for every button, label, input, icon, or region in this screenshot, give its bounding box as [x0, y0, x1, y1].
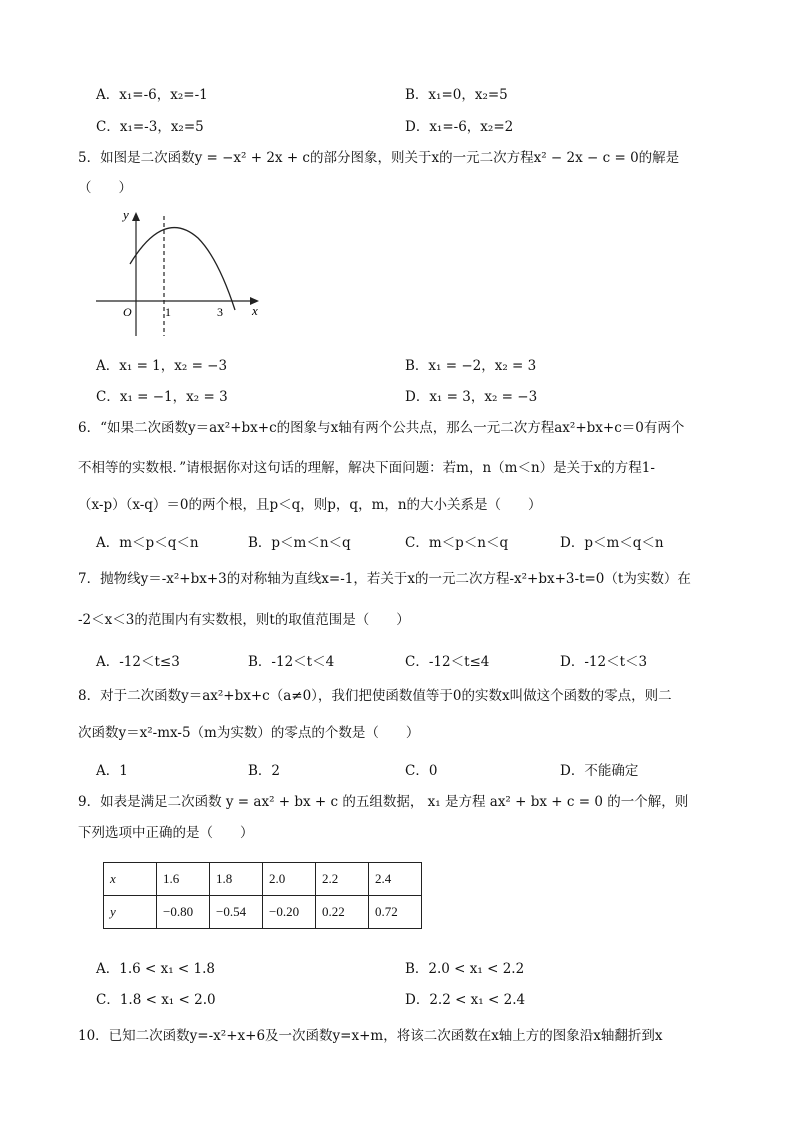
table-cell: −0.20 — [263, 896, 316, 929]
table-cell: 1.6 — [157, 863, 210, 896]
q6-option-a: A．m＜p＜q＜n — [96, 535, 199, 551]
q9-option-b: B．2.0 < x₁ < 2.2 — [405, 961, 525, 977]
q7-option-b: B．-12＜t＜4 — [248, 654, 335, 670]
q8-option-d: D．不能确定 — [560, 763, 639, 779]
tick-3-label: 3 — [217, 305, 223, 319]
q4-option-c: C．x₁=-3，x₂=5 — [96, 119, 204, 135]
table-row-y — [104, 896, 422, 929]
q9-option-d: D．2.2 < x₁ < 2.4 — [405, 992, 526, 1008]
table-x-label: x — [104, 863, 157, 896]
q5-stem: 5．如图是二次函数y = −x² + 2x + c的部分图象，则关于x的一元二次方程x² − 2x − c = 0的解是 — [78, 150, 680, 166]
q5-paren: （ ） — [78, 180, 132, 196]
q8-option-c: C．0 — [405, 763, 438, 779]
table-cell: 1.8 — [210, 863, 263, 896]
q6-line-3: （x-p）（x-q）＝0的两个根，且p＜q，则p，q，m，n的大小关系是（ ） — [78, 497, 542, 513]
q5-option-c: C．x₁ = −1，x₂ = 3 — [96, 389, 228, 405]
table-y-label: y — [104, 896, 157, 929]
y-label: y — [123, 207, 129, 222]
q6-option-b: B．p＜m＜n＜q — [248, 535, 351, 551]
origin-label: O — [123, 305, 132, 319]
q7-line-2: -2＜x＜3的范围内有实数根，则t的取值范围是（ ） — [78, 612, 410, 628]
table-cell: 2.4 — [369, 863, 422, 896]
table-cell: 0.22 — [316, 896, 369, 929]
q8-line-2: 次函数y＝x²-mx-5（m为实数）的零点的个数是（ ） — [78, 725, 420, 741]
q4-option-a: A．x₁=-6，x₂=-1 — [96, 87, 208, 103]
q8-option-a: A．1 — [96, 763, 128, 779]
parabola-curve — [130, 228, 235, 310]
q10-line-1: 10．已知二次函数y=-x²+x+6及一次函数y=x+m，将该二次函数在x轴上方的图象沿x轴翻折到x — [78, 1028, 663, 1044]
q9-line-2: 下列选项中正确的是（ ） — [78, 825, 254, 841]
y-axis-arrow — [132, 212, 140, 221]
q9-option-a: A．1.6 < x₁ < 1.8 — [96, 961, 216, 977]
q5-option-b: B．x₁ = −2，x₂ = 3 — [405, 358, 537, 374]
q7-option-a: A．-12＜t≤3 — [96, 654, 180, 670]
x-label: x — [252, 303, 258, 318]
q4-option-b: B．x₁=0，x₂=5 — [405, 87, 508, 103]
q9-option-c: C．1.8 < x₁ < 2.0 — [96, 992, 216, 1008]
table-cell: 0.72 — [369, 896, 422, 929]
table-cell: 2.2 — [316, 863, 369, 896]
q6-option-d: D．p＜m＜q＜n — [560, 535, 664, 551]
table-cell: −0.80 — [157, 896, 210, 929]
q5-parabola-graph — [92, 206, 267, 341]
q6-line-2: 不相等的实数根．”请根据你对这句话的理解，解决下面问题：若m，n（m＜n）是关于x的方程1- — [78, 460, 655, 476]
q6-line-1: 6．“如果二次函数y＝ax²+bx+c的图象与x轴有两个公共点，那么一元二次方程ax²+bx+c＝0有两个 — [78, 420, 685, 436]
q7-option-d: D．-12＜t＜3 — [560, 654, 648, 670]
table-cell: 2.0 — [263, 863, 316, 896]
q5-option-a: A．x₁ = 1，x₂ = −3 — [96, 358, 228, 374]
tick-1-label: 1 — [165, 305, 171, 319]
q6-option-c: C．m＜p＜n＜q — [405, 535, 509, 551]
q8-line-1: 8．对于二次函数y＝ax²+bx+c（a≠0），我们把使函数值等于0的实数x叫做这个函数的零点，则二 — [78, 688, 672, 704]
q7-option-c: C．-12＜t≤4 — [405, 654, 490, 670]
table-row-x — [104, 863, 422, 896]
q4-option-d: D．x₁=-6，x₂=2 — [405, 119, 514, 135]
q7-line-1: 7．抛物线y＝-x²+bx+3的对称轴为直线x=-1，若关于x的一元二次方程-x²+bx+3-t=0（t为实数）在 — [78, 571, 691, 587]
q9-data-table — [103, 862, 422, 929]
q5-option-d: D．x₁ = 3，x₂ = −3 — [405, 389, 538, 405]
q8-option-b: B．2 — [248, 763, 281, 779]
table-cell: −0.54 — [210, 896, 263, 929]
q9-line-1: 9．如表是满足二次函数 y = ax² + bx + c 的五组数据， x₁ 是方程 ax² + bx + c = 0 的一个解，则 — [78, 794, 689, 810]
